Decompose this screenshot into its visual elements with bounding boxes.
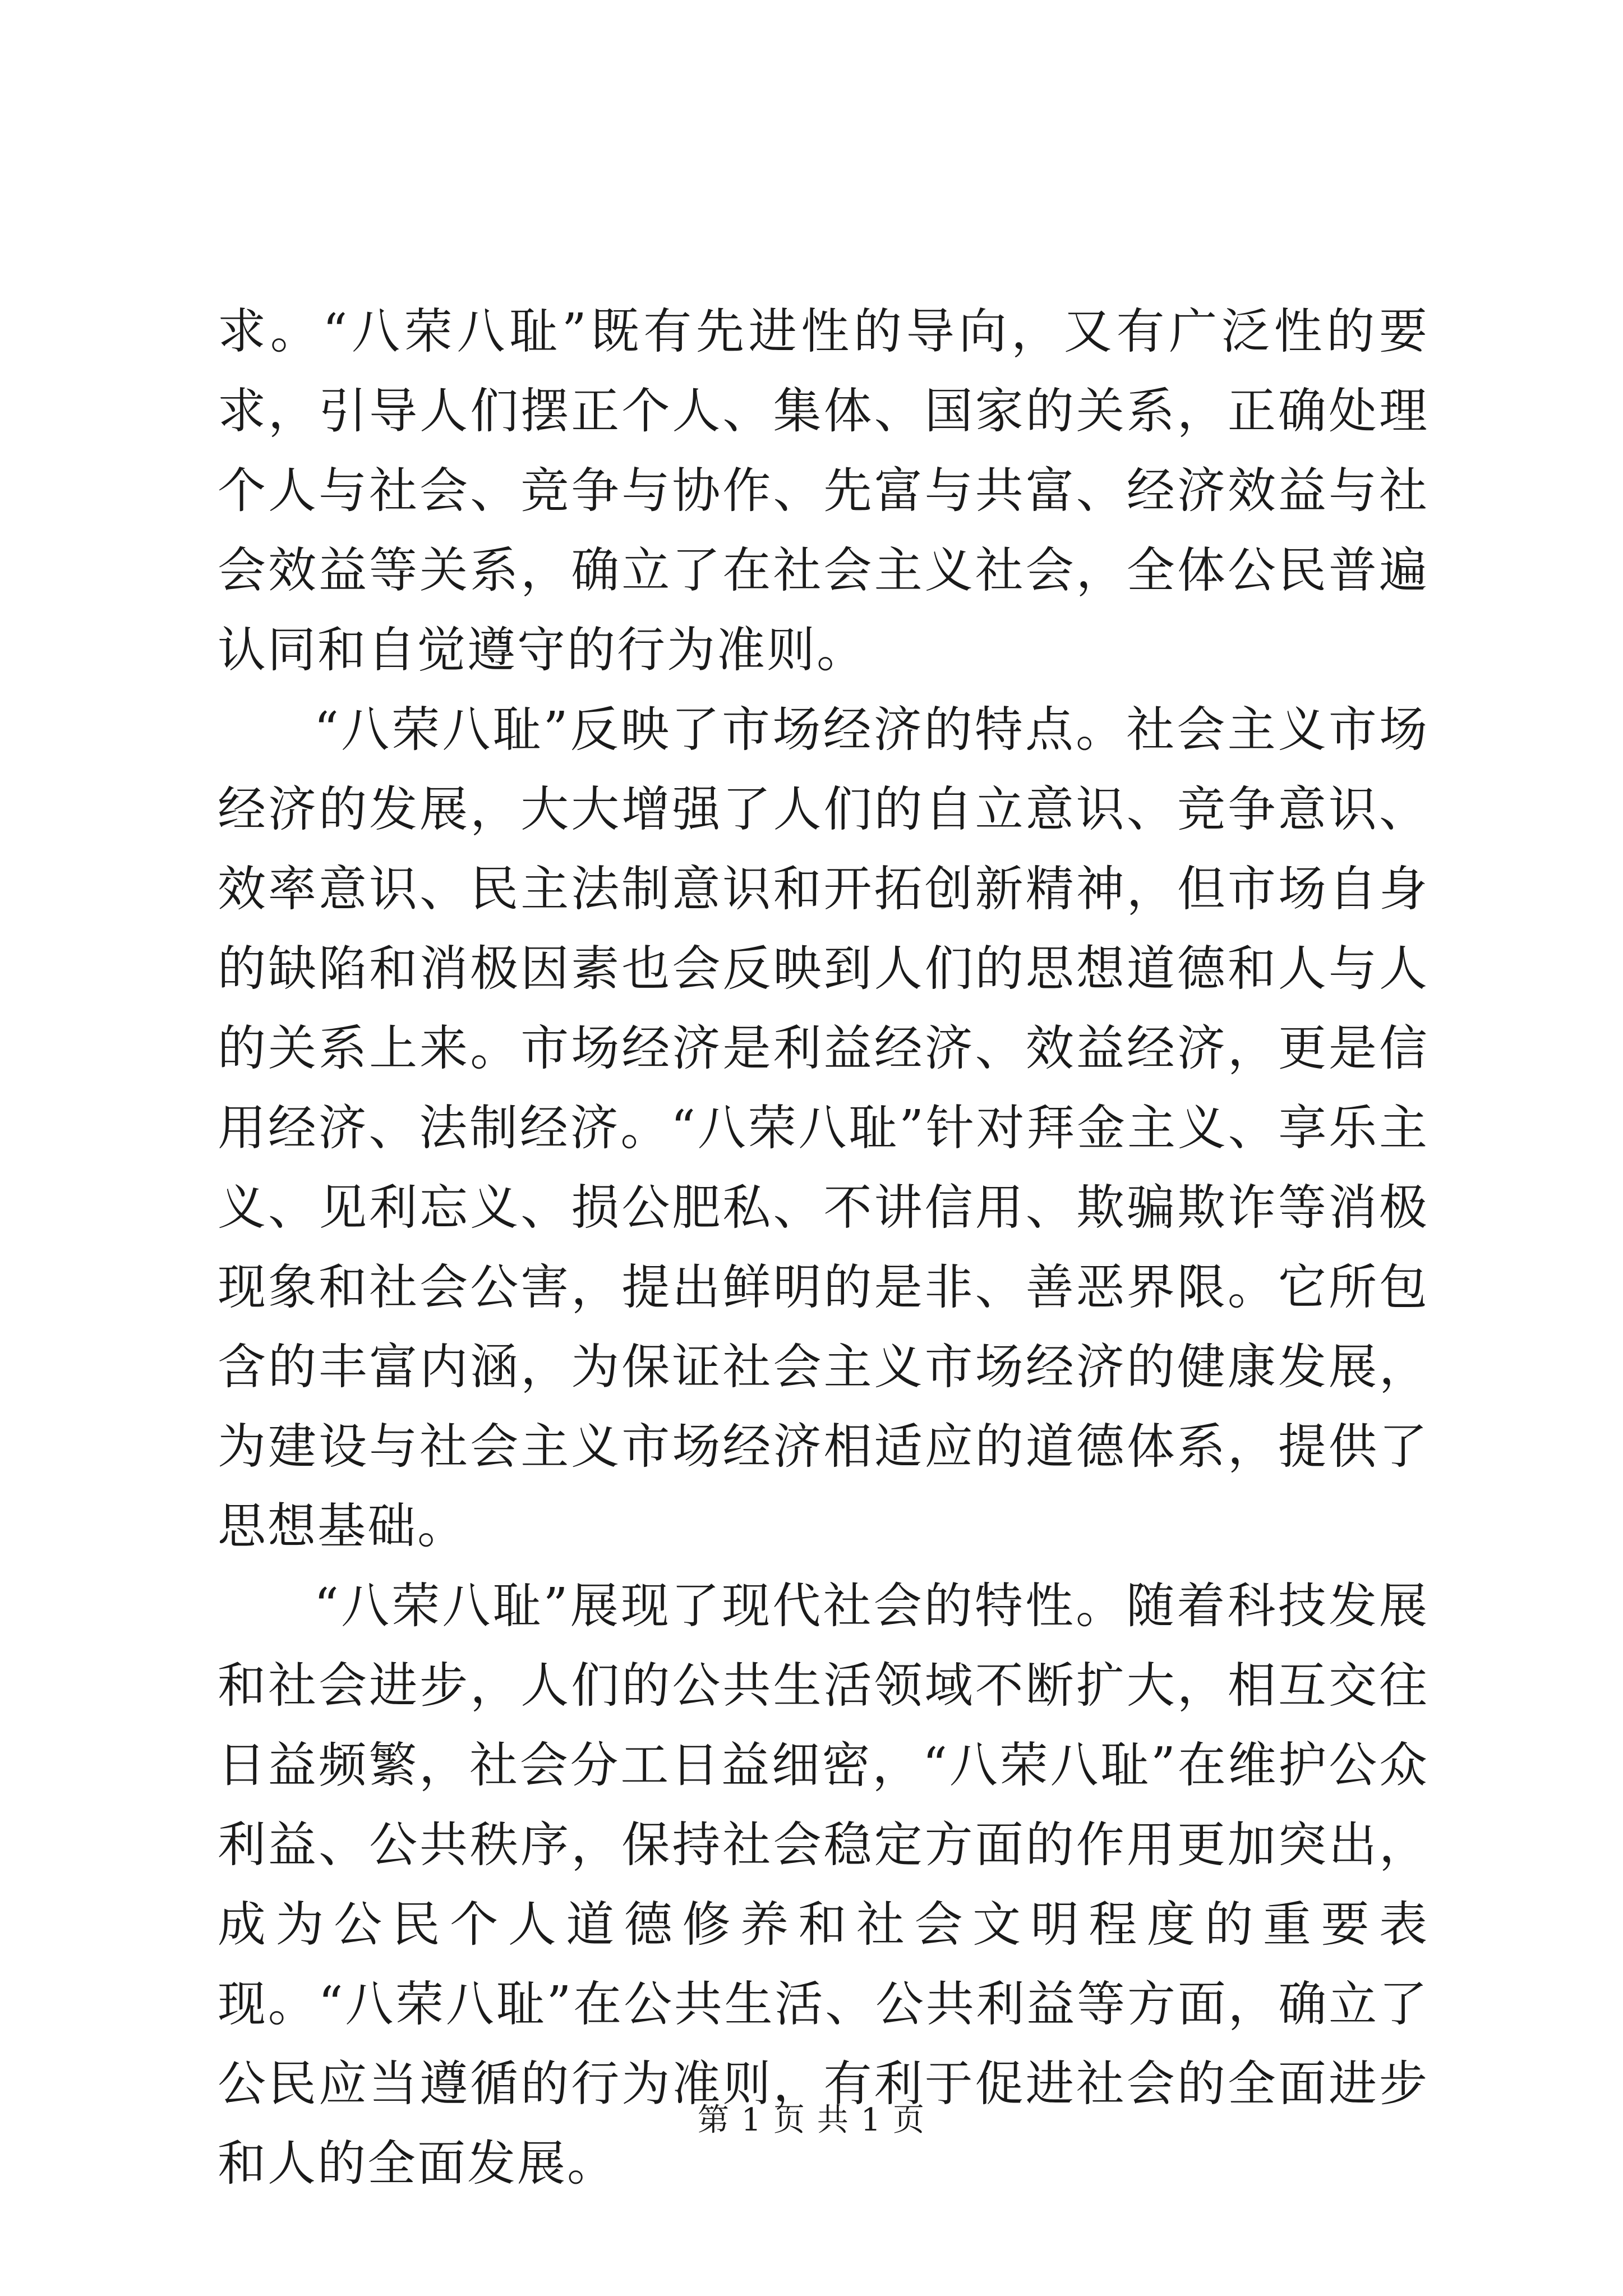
paragraph-1: 求。“八荣八耻”既有先进性的导向，又有广泛性的要求，引导人们摆正个人、集体、国家的关系，正确处理个人与社会、竞争与协作、先富与共富、经济效益与社会效益等关系，确立了在社会主义社会，全体公民普遍认同和自觉遵守的行为准则。 (218, 303, 1429, 678)
paragraph-3: “八荣八耻”展现了现代社会的特性。随着科技发展和社会进步，人们的公共生活领域不断扩大，相互交往日益频繁，社会分工日益细密，“八荣八耻”在维护公众利益、公共秩序，保持社会稳定方面的作用更加突出，成为公民个人道德修养和社会文明程度的重要表现。“八荣八耻”在公共生活、公共利益等方面，确立了公民应当遵循的行为准则，有利于促进社会的全面进步和人的全面发展。 (218, 1578, 1429, 2192)
document-body (218, 292, 1429, 2203)
page-footer: 第 1 页 共 1 页 (697, 2102, 926, 2138)
paragraph-2: “八荣八耻”反映了市场经济的特点。社会主义市场经济的发展，大大增强了人们的自立意识、竞争意识、效率意识、民主法制意识和开拓创新精神，但市场自身的缺陷和消极因素也会反映到人们的思想道德和人与人的关系上来。市场经济是利益经济、效益经济，更是信用经济、法制经济。“八荣八耻”针对拜金主义、享乐主义、见利忘义、损公肥私、不讲信用、欺骗欺诈等消极现象和社会公害，提出鲜明的是非、善恶界限。它所包含的丰富内涵，为保证社会主义市场经济的健康发展，为建设与社会主义市场经济相适应的道德体系，提供了思想基础。 (218, 702, 1429, 1554)
